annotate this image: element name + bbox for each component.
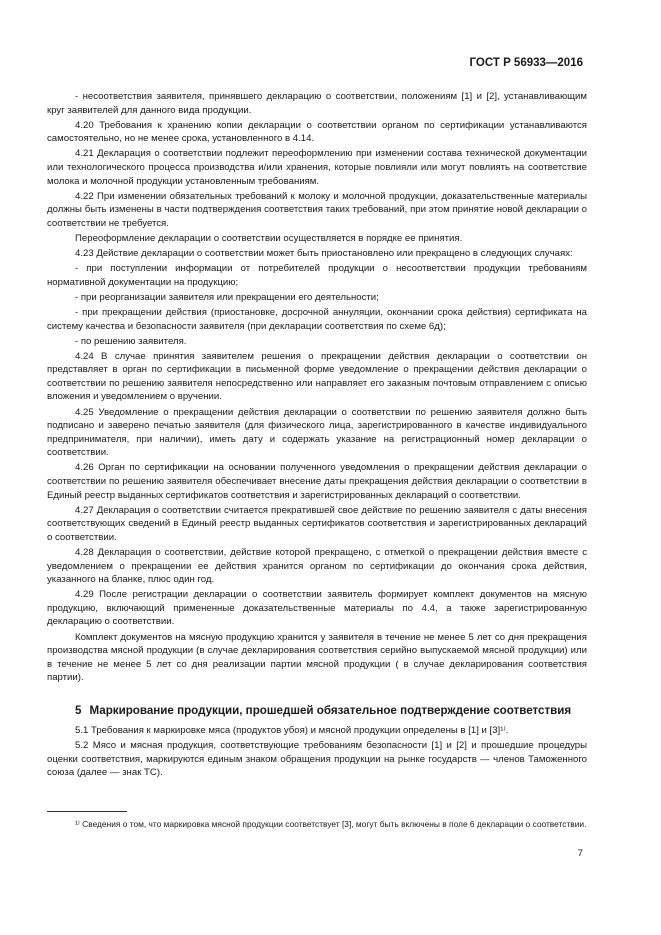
paragraph: 4.21 Декларация о соответствии подлежит переоформлению при изменении состава технической документации или технологического процесса производства и/или хранения, которые повлияли или могут повлиять на соответствие молока и молочной продукции установленным требованиям.	[47, 148, 587, 187]
paragraph: 4.28 Декларация о соответствии, действие которой прекращено, с отметкой о прекращении действия вместе с уведомлением о прекращении ее действия хранится органом по сертификации до окончания срока действия, указанного на бланке, плюс один год.	[47, 547, 587, 586]
paragraph: 4.20 Требования к хранению копии декларации о соответствии органом по сертификации устанавливаются самостоятельно, но не менее срока, установленного в 4.14.	[47, 119, 587, 145]
paragraph: 4.27 Декларация о соответствии считается прекратившей свое действие по решению заявителя с даты внесения соответствующих сведений в Единый реестр выданных сертификатов соответствия и зарегистрированных деклараций о соответствии.	[47, 504, 587, 543]
paragraph: 4.24 В случае принятия заявителем решения о прекращении действия декларации о соответствии он представляет в орган по сертификации в письменной форме уведомление о прекращении действия декларации о соответствии по решению заявителя непосредственно или направляет его заказным почтовым отправлением с описью вложения и уведомлением о вручении.	[47, 350, 587, 403]
document-header: ГОСТ Р 56933—2016	[469, 57, 583, 69]
section-number: 5	[75, 703, 82, 717]
paragraph: 5.1 Требования к маркировке мяса (продуктов убоя) и мясной продукции определены в [1] и [3]¹⁾.	[75, 724, 509, 736]
paragraph: - несоответствия заявителя, принявшего декларацию о соответствии, положениям [1] и [2], устанавливающим круг заявителей для данного вида продукции.	[47, 91, 587, 116]
paragraph: 4.25 Уведомление о прекращении действия декларации о соответствии по решению заявителя должно быть подписано и заверено печатью заявителя (для физического лица, зарегистрированного в качестве индивидуального предпринимателя, при наличии), иметь дату и содержать указание на регистрационный номер декларации о соответствии.	[47, 406, 587, 459]
paragraph: 4.29 После регистрации декларации о соответствии заявитель формирует комплект документов на мясную продукцию, включающий примененные доказательственные материалы по 4.4, а также зарегистрированную декларацию о соответствии.	[47, 589, 587, 628]
paragraph: 4.22 При изменении обязательных требований к молоку и молочной продукции, доказательственные материалы должны быть изменены в части подтверждения соответствия таких требований, при этом принятие новой декларации о соответствии не требуется.	[47, 190, 587, 229]
document-body	[47, 90, 587, 781]
footnote-divider	[47, 811, 127, 812]
section-title: Маркирование продукции, прошедшей обязательное подтверждение соответствия	[89, 703, 572, 717]
list-item: - при реорганизации заявителя или прекращении его деятельности;	[75, 291, 379, 303]
page-number: 7	[577, 848, 583, 859]
section-heading	[75, 703, 587, 718]
paragraph: 4.26 Орган по сертификации на основании полученного уведомления о прекращении действия декларации о соответствии по решению заявителя обеспечивает внесение даты прекращения действия декларации о соответствии в Единый реестр выданных сертификатов соответствия и зарегистрированных деклараций о соответствии.	[47, 462, 587, 501]
list-item: - при поступлении информации от потребителей продукции о несоответствии продукции требованиям нормативной документации на продукцию;	[47, 263, 587, 288]
list-item: - при прекращении действия (приостановке, досрочной аннуляции, окончании срока действия) сертификата на систему качества и безопасности заявителя (при декларации соответствия по схеме 6д);	[47, 306, 587, 332]
footnote: ¹⁾ Сведения о том, что маркировка мясной продукции соответствует [3], могут быть включены в поле 6 декларации о соответствии.	[75, 819, 587, 829]
paragraph: 5.2 Мясо и мясная продукция, соответствующие требованиям безопасности [1] и [2] и прошедшие процедуры оценки соответствия, маркируются единым знаком обращения продукции на рынке государств — членов Таможенного союза (далее — знак ТС).	[47, 740, 587, 779]
list-item: - по решению заявителя.	[75, 335, 187, 347]
paragraph: Переоформление декларации о соответствии осуществляется в порядке ее принятия.	[75, 232, 463, 244]
paragraph: Комплект документов на мясную продукцию хранится у заявителя в течение не менее 5 лет со дня прекращения производства мясной продукции (в случае декларирования соответствия серийно выпускаемой мясной продукции) или в течение не менее 5 лет со дня реализации партии мясной продукции ( в случае декларирования соответствия партии).	[47, 631, 587, 684]
paragraph: 4.23 Действие декларации о соответствии может быть приостановлено или прекращено в следующих случаях:	[75, 248, 573, 260]
